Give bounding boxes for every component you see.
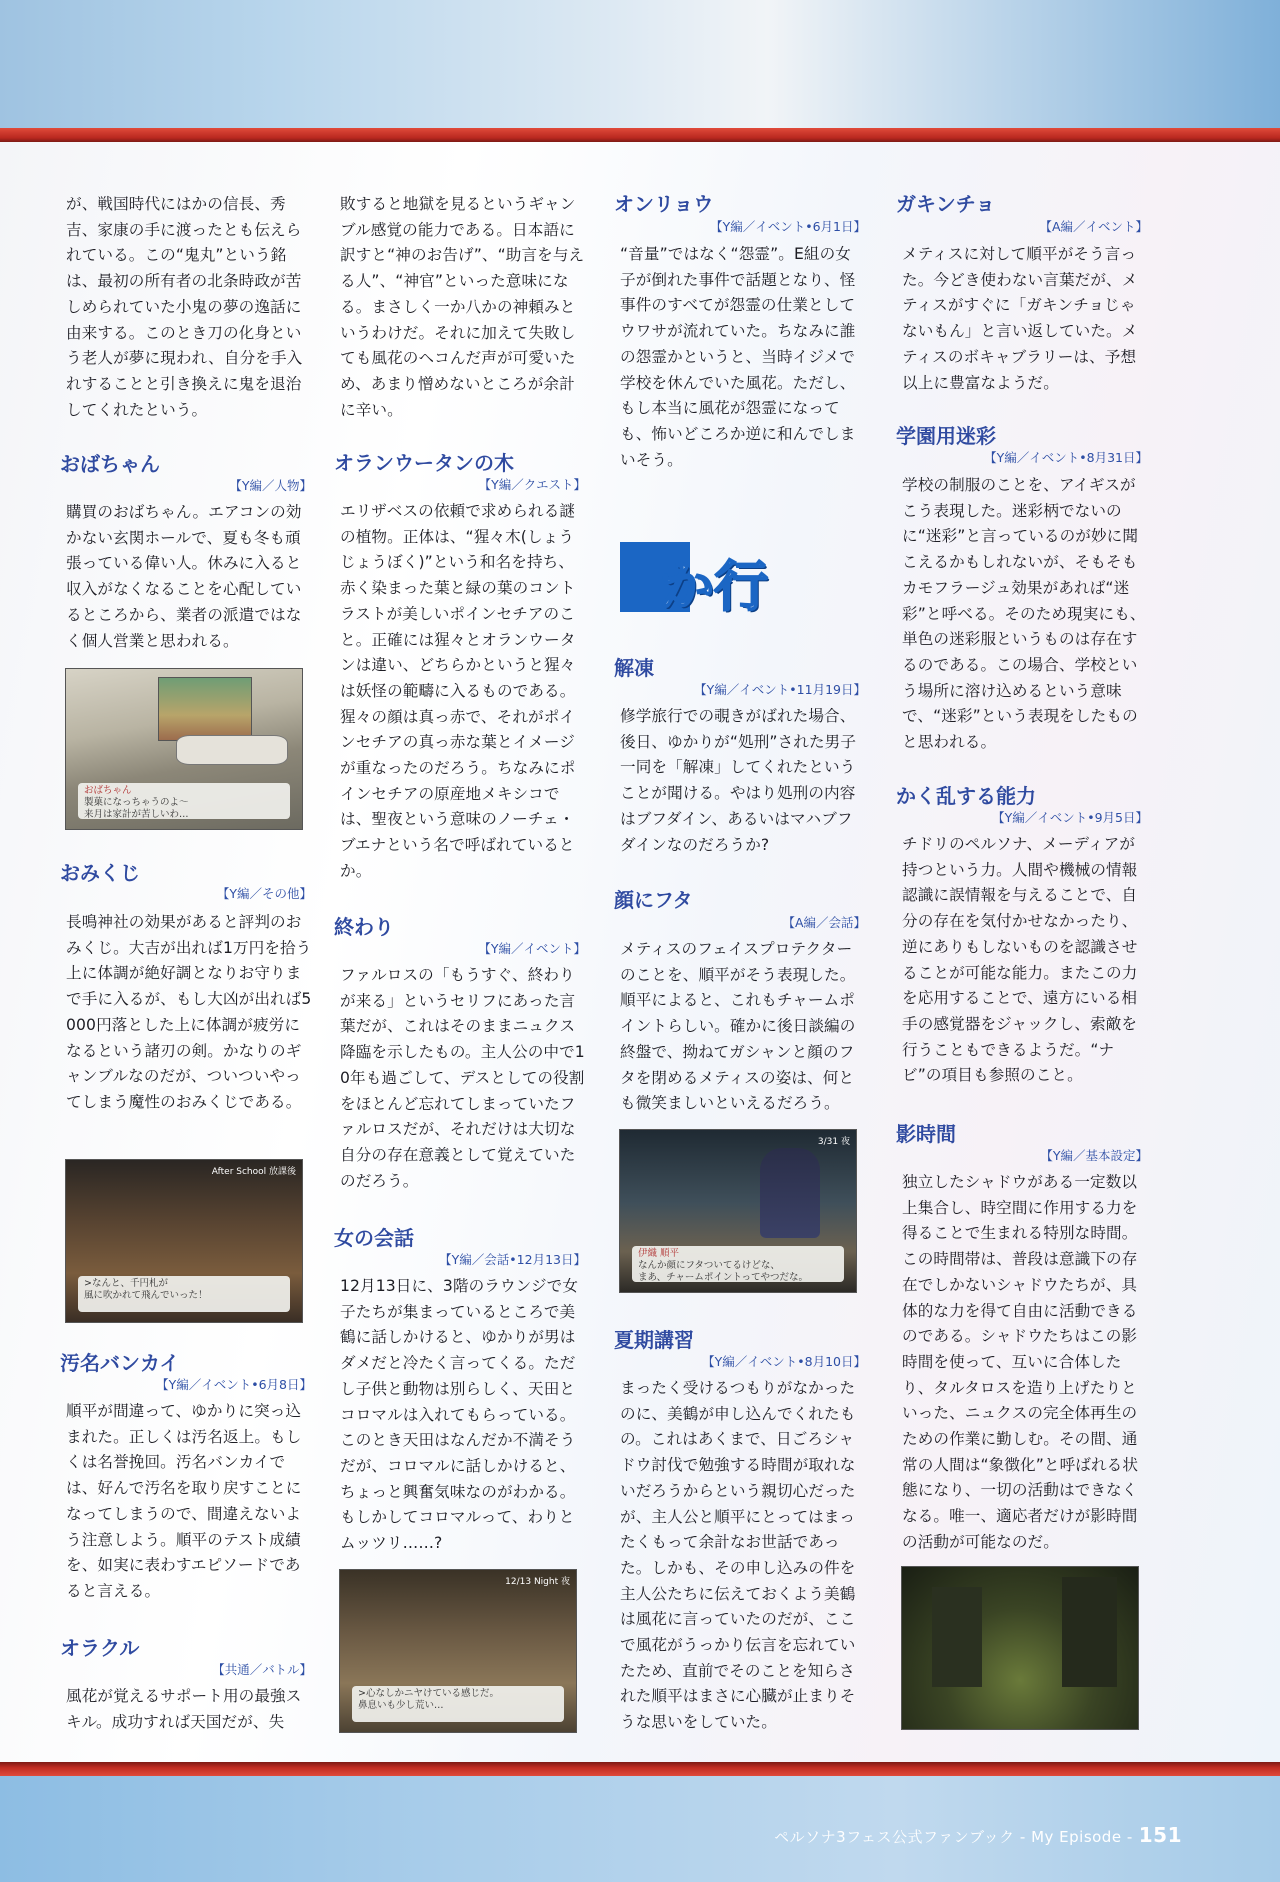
entry-body: メティスに対して順平がそう言った。今どき使わない言葉だが、メティスがすぐに「ガキンチョじゃないもん」と言い返していた。メティスのボキャブラリーは、予想以上に豊富なようだ。 [902, 245, 1138, 392]
counter-art [176, 735, 288, 765]
entry-title: 学園用迷彩 [896, 424, 996, 448]
entry-title: 終わり [334, 915, 394, 939]
entry-tag: 【A編／会話】 [782, 915, 866, 930]
page-body [0, 142, 1280, 1762]
building-art [932, 1587, 982, 1687]
entry-body: 風花が覚えるサポート用の最強スキル。成功すれば天国だが、失 [66, 1687, 302, 1731]
screenshot-dorm [619, 1129, 857, 1293]
page-footer [774, 1823, 1182, 1847]
book-title: ペルソナ3フェス公式ファンブック - My Episode - [774, 1828, 1133, 1846]
dialogue-line: まあ、チャームポイントってやつだな。 [638, 1272, 808, 1283]
continued-text: 敗すると地獄を見るというギャンブル感覚の能力である。日本語に訳すと“神のお告げ”、“助言を与える人”、“神官”といった意味になる。まさしく一か八かの神頼みというわけだ。それに加えて失敗しても風花のヘコんだ声が可愛いため、あまり憎めないところが余計に辛い。 [340, 195, 585, 419]
dialogue-box [78, 1276, 290, 1312]
section-title: か行 [660, 555, 768, 618]
entry-title: オランウータンの木 [334, 451, 514, 475]
entry-title: 顔にフタ [614, 888, 693, 912]
entry-title: 影時間 [896, 1122, 956, 1146]
dialogue-box [352, 1686, 564, 1722]
top-banner [0, 0, 1280, 128]
dialogue-line: >なんと、千円札が [84, 1278, 168, 1289]
entry-body: 修学旅行での覗きがばれた場合、後日、ゆかりが“処刑”された男子一同を「解凍」してくれたということが聞ける。やはり処刑の内容はブフダイン、あるいはマハブフダインなのだろうか? [620, 707, 857, 854]
screenshot-shrine [65, 1159, 303, 1323]
entry-body: チドリのペルソナ、メーディアが持つという力。人間や機械の情報認識に誤情報を与えることで、自分の存在を気付かせなかったり、逆にありもしないものを認識させることが可能な能力。またこの力を応用することで、遠方にいる相手の感覚器をジャックし、索敵を行うこともできるようだ。“ナビ”の項目も参照のこと。 [902, 835, 1138, 1085]
building-art [1062, 1577, 1117, 1687]
entry-body: “音量”ではなく“怨霊”。E組の女子が倒れた事件で話題となり、怪事件のすべてが怨霊の仕業としてウワサが流れていた。ちなみに誰の怨霊かというと、当時イジメで学校を休んでいた風花。ただし、もし本当に風花が怨霊になっても、怖いどころか逆に和んでしまいそう。 [620, 245, 856, 469]
entry-title: 解凍 [614, 656, 654, 680]
entry-body: 購買のおばちゃん。エアコンの効かない玄関ホールで、夏も冬も頑張っている偉い人。休みに入ると収入がなくなることを心配しているところから、業者の派遣ではなく個人営業と思われる。 [66, 503, 302, 650]
entry-tag: 【Y編／イベント•6月8日】 [156, 1377, 312, 1392]
entry-title: 汚名バンカイ [60, 1351, 180, 1375]
entry-title: おみくじ [60, 861, 140, 885]
entry-tag: 【Y編／イベント•8月31日】 [984, 450, 1148, 465]
shop-counter-art [158, 677, 252, 741]
entry-tag: 【Y編／イベント•11月19日】 [694, 682, 866, 697]
entry-tag: 【Y編／基本設定】 [1040, 1148, 1148, 1163]
time-hud: 12/13 Night 夜 [505, 1577, 570, 1587]
section-heading [620, 542, 780, 618]
entry-body: まったく受けるつもりがなかったのに、美鶴が申し込んでくれたもの。これはあくまで、日ごろシャドウ討伐で勉強する時間が取れないだろうからという親切心だったが、主人公と順平にとってはまったくもって余計なお世話であった。しかも、その申し込みの件を主人公たちに伝えておくよう美鶴は風花に言っていたのだが、ここで風花がうっかり伝言を忘れていたため、直前でそのことを知らされた順平はまさに心臓が止まりそうな思いをしていた。 [620, 1379, 856, 1732]
character-art [760, 1148, 820, 1238]
screenshot-dark-hour [901, 1566, 1139, 1730]
dialogue-line: 鼻息いも少し荒い… [358, 1700, 444, 1711]
bottom-red-border [0, 1762, 1280, 1776]
page-number: 151 [1138, 1823, 1182, 1847]
entry-tag: 【Y編／イベント•6月1日】 [710, 219, 866, 234]
entry-tag: 【Y編／イベント•8月10日】 [702, 1354, 866, 1369]
entry-title: オラクル [60, 1636, 140, 1660]
entry-tag: 【共通／バトル】 [212, 1662, 312, 1677]
time-hud: After School 放課後 [211, 1167, 296, 1177]
speaker-name: 伊織 順平 [638, 1248, 680, 1259]
dialogue-box [78, 783, 290, 819]
entry-title: かく乱する能力 [896, 784, 1036, 808]
speaker-name: おばちゃん [84, 785, 132, 796]
entry-body: 独立したシャドウがある一定数以上集合し、時空間に作用する力を得ることで生まれる特別な時間。この時間帯は、普段は意識下の存在でしかないシャドウたちが、具体的な力を得て自由に活動できるのである。シャドウたちはこの影時間を使って、互いに合体したり、タルタロスを造り上げたりといった、ニュクスの完全体再生のための作業に勤しむ。その間、通常の人間は“象徴化”と呼ばれる状態になり、一切の活動はできなくなる。唯一、適応者だけが影時間の活動が可能なのだ。 [902, 1173, 1139, 1551]
entry-tag: 【Y編／イベント】 [478, 941, 586, 956]
screenshot-lounge [339, 1569, 577, 1733]
entry-title: オンリョウ [614, 192, 714, 216]
entry-tag: 【Y編／会話•12月13日】 [439, 1252, 586, 1267]
screenshot-store [65, 668, 303, 830]
entry-tag: 【Y編／イベント•9月5日】 [992, 810, 1148, 825]
entry-title: 女の会話 [334, 1226, 414, 1250]
entry-body: メティスのフェイスプロテクターのことを、順平がそう表現した。順平によると、これもチャームポイントらしい。確かに後日談編の終盤で、拗ねてガシャンと顔のフタを閉めるメティスの姿は、何とも微笑ましいといえるだろう。 [620, 940, 856, 1113]
top-red-border [0, 128, 1280, 142]
entry-tag: 【Y編／人物】 [229, 478, 312, 493]
entry-tag: 【Y編／クエスト】 [478, 477, 586, 492]
entry-tag: 【A編／イベント】 [1039, 219, 1148, 234]
dialogue-line: 風に吹かれて飛んでいった！ [84, 1290, 208, 1301]
continued-text: が、戦国時代にはかの信長、秀吉、家康の手に渡ったとも伝えられている。この“鬼丸”という銘は、最初の所有者の北条時政が苦しめられていた小鬼の夢の逸話に由来する。このとき刀の化身という老人が夢に現われ、自分を手入れすることと引き換えに鬼を退治してくれたという。 [66, 195, 303, 419]
entry-body: ファルロスの「もうすぐ、終わりが来る」というセリフにあった言葉だが、これはそのままニュクス降臨を示したもの。主人公の中で10年も過ごして、デスとしての役割をほとんど忘れてしまっていたファルロスだが、それだけは大切な自分の存在意義として覚えていたのだろう。 [340, 966, 585, 1190]
entry-title: 夏期講習 [614, 1328, 694, 1352]
dialogue-box [632, 1246, 844, 1282]
entry-body: 順平が間違って、ゆかりに突っ込まれた。正しくは汚名返上。もしくは名誉挽回。汚名バンカイでは、好んで汚名を取り戻すことになってしまうので、間違えないよう注意しよう。順平のテスト成績を、如実に表わすエピソードであると言える。 [66, 1402, 302, 1600]
dialogue-line: >心なしかニヤけている感じだ。 [358, 1688, 499, 1699]
entry-body: エリザベスの依頼で求められる謎の植物。正体は、“猩々木(しょうじょうぼく)”という和名を持ち、赤く染まった葉と緑の葉のコントラストが美しいポインセチアのこと。正確には猩々とオランウータンは違い、どちらかというと猩々は妖怪の範疇に入るものである。猩々の顔は真っ赤で、それがポインセチアの真っ赤な葉とイメージが重なったのだろう。ちなみにポインセチアの原産地メキシコでは、聖夜という意味のノーチェ・ブエナという名で呼ばれているとか。 [340, 502, 576, 880]
entry-body: 12月13日に、3階のラウンジで女子たちが集まっているところで美鶴に話しかけると、ゆかりが男はダメだと冷たく言ってくる。ただし子供と動物は別らしく、天田とコロマルは入れてもらっている。このとき天田はなんだか不満そうだが、コロマルに話しかけると、ちょっと興奮気味なのがわかる。もしかしてコロマルって、わりとムッツリ……? [340, 1277, 579, 1553]
entry-title: ガキンチョ [896, 192, 996, 216]
dialogue-line: 製菓になっちゃうのよ～ [84, 797, 189, 808]
dialogue-line: なんか顔にフタついてるけどな、 [638, 1260, 780, 1271]
entry-body: 学校の制服のことを、アイギスがこう表現した。迷彩柄でないのに“迷彩”と言っているのが妙に聞こえるかもしれないが、そもそもカモフラージュ効果があれば“迷彩”と呼べる。そのため現実にも、単色の迷彩服というものは存在するのである。この場合、学校という場所に溶け込めるという意味で、“迷彩”という表現をしたものと思われる。 [902, 476, 1146, 752]
entry-title: おばちゃん [60, 452, 160, 476]
time-hud: 3/31 夜 [817, 1137, 850, 1147]
entry-tag: 【Y編／その他】 [216, 886, 312, 901]
entry-body: 長鳴神社の効果があると評判のおみくじ。大吉が出れば1万円を拾う上に体調が絶好調となりお守りまで手に入るが、もし大凶が出れば5000円落とした上に体調が疲労になるという諸刃の剣。かなりのギャンブルなのだが、ついついやってしまう魔性のおみくじである。 [66, 913, 312, 1111]
dialogue-line: 来月は家計が苦しいわ… [84, 809, 189, 820]
